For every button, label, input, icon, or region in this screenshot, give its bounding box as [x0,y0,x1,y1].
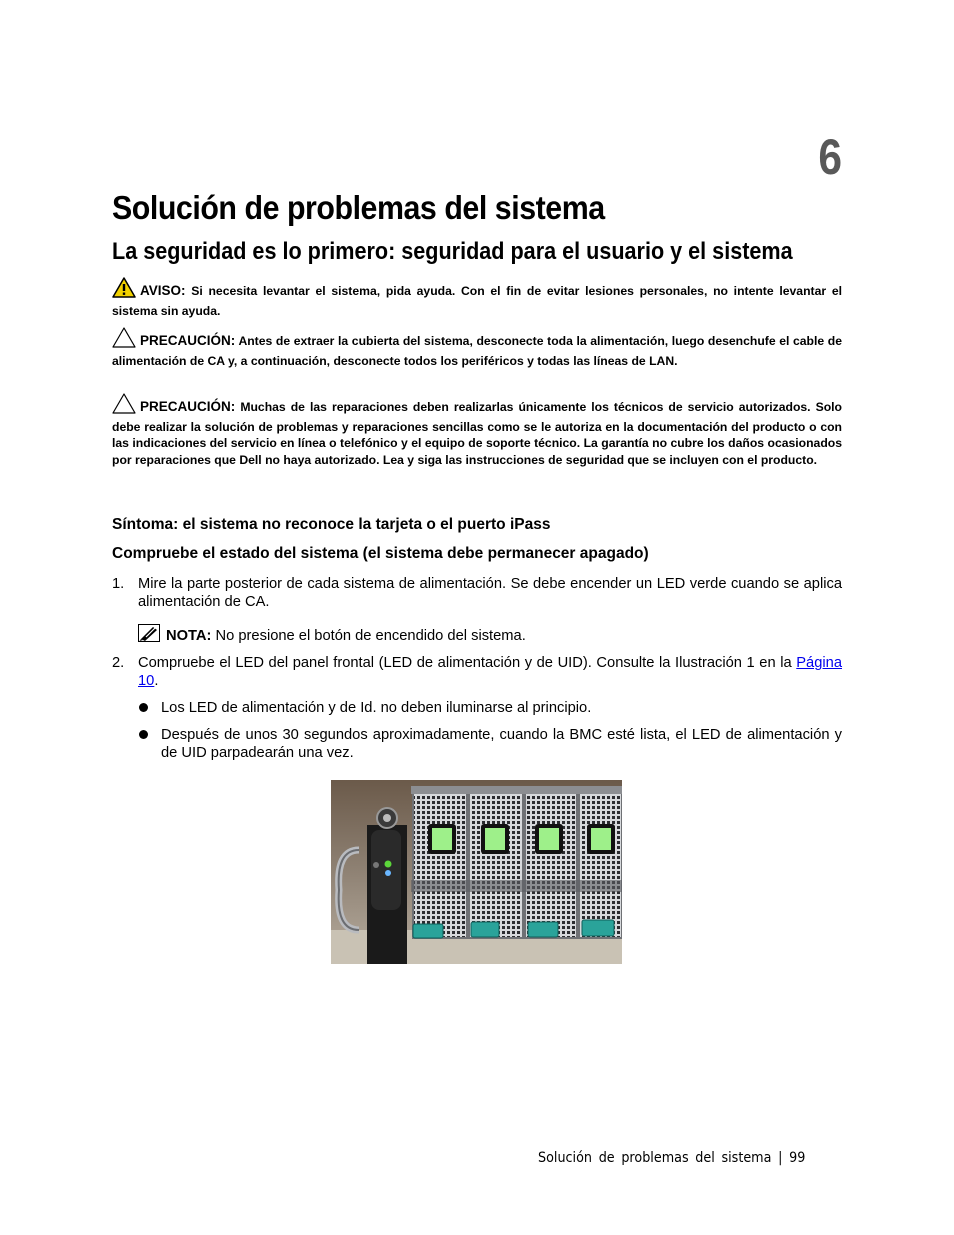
bullet-dot [139,703,148,712]
note-pencil-icon [138,624,160,647]
step-number: 1. [112,576,125,592]
step-item [112,654,842,690]
warning-icon [112,277,136,303]
warning-notice [112,277,842,319]
footer-separator: | [778,1150,783,1166]
section-title: La seguridad es lo primero: seguridad para el usuario y el sistema [112,238,793,265]
bullet-text: Los LED de alimentación y de Id. no deben iluminarse al principio. [161,700,592,716]
list-item [138,726,842,762]
power-supply-photo [331,780,622,964]
page-link[interactable]: Página 10 [138,655,842,689]
notice-label: PRECAUCIÓN: [140,399,236,414]
note-label: NOTA: [166,628,212,644]
notice-text: Antes de extraer la cubierta del sistema, desconecte toda la alimentación, luego desenchufe el cable de alimentación de CA y, a continuación, desconecte todos los periféricos y todas las líneas de LAN. [112,334,843,368]
page-title: Solución de problemas del sistema [112,189,605,226]
step-text: Mire la parte posterior de cada sistema de alimentación. Se debe encender un LED verde cuando se aplica alimentación de CA. [138,576,842,610]
step-number: 2. [112,655,125,671]
caution-notice [112,393,842,468]
list-item [138,699,842,717]
bullet-dot [139,730,148,739]
note-text: No presione el botón de encendido del sistema. [215,628,526,644]
notice-label: PRECAUCIÓN: [140,333,236,348]
chapter-number: 6 [818,129,842,185]
symptom-heading: Síntoma: el sistema no reconoce la tarjeta o el puerto iPass [112,516,551,533]
note [138,624,842,647]
step-text-after: . [154,673,159,689]
bullet-text: Después de unos 30 segundos aproximadamente, cuando la BMC esté lista, el LED de alimentación y de UID parpadearán una vez. [161,727,842,761]
step-text-before: Compruebe el LED del panel frontal (LED de alimentación y de UID). Consulte la Ilustración 1 en la [138,655,797,671]
page-footer [538,1150,805,1166]
notice-label: AVISO: [140,283,186,298]
caution-notice [112,327,842,369]
step-text [138,654,842,690]
caution-icon [112,393,136,419]
footer-section: Solución de problemas del sistema [538,1150,772,1166]
notice-text: Muchas de las reparaciones deben realizarlas únicamente los técnicos de servicio autorizados. Solo debe realizar la solución de problemas y reparaciones sencillas como se le autoriza en la documentación del producto o con las indicaciones del servicio en línea o telefónico y el equipo de soporte técnico. La garantía no cubre los daños ocasionados por reparaciones que Dell no haya autorizado. Lea y siga las instrucciones de seguridad que se incluyen con el producto. [112,400,843,467]
caution-icon [112,327,136,353]
step-item [112,575,842,611]
check-heading: Compruebe el estado del sistema (el sistema debe permanecer apagado) [112,545,649,562]
notice-text: Si necesita levantar el sistema, pida ayuda. Con el fin de evitar lesiones personales, no intente levantar el sistema sin ayuda. [112,284,842,318]
footer-page-number: 99 [789,1150,806,1166]
